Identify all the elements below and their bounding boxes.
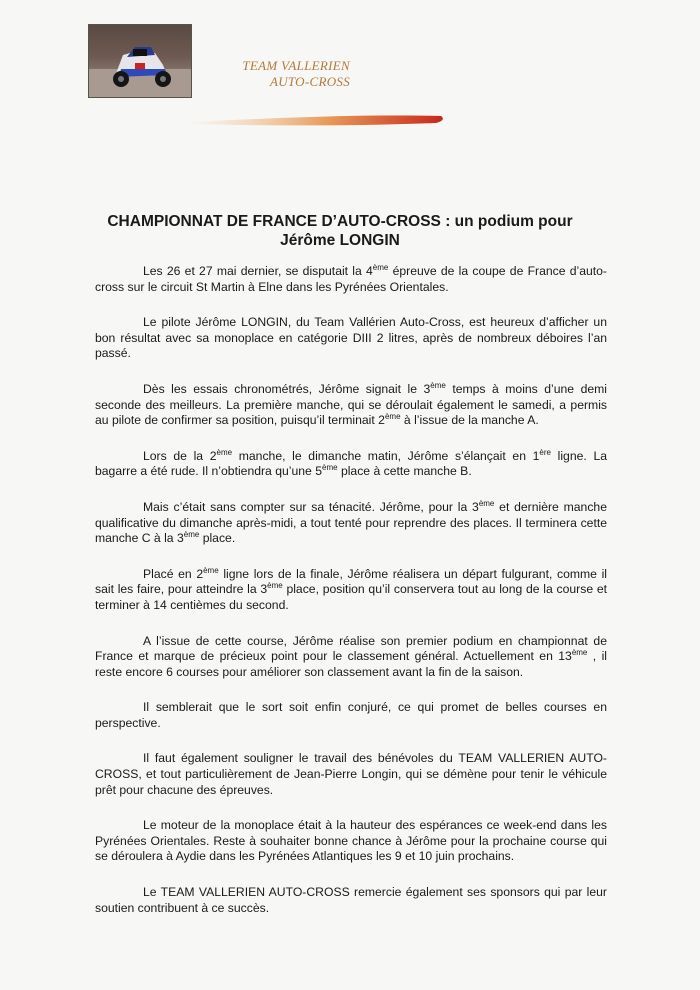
article-body [95,264,607,936]
decorative-swoosh [186,104,448,134]
paragraph: Il semblerait que le sort soit enfin conjuré, ce qui promet de belles courses en perspective. [95,700,607,730]
title-line2: Jérôme LONGIN [280,232,400,249]
paragraph: Mais c’était sans compter sur sa ténacité. Jérôme, pour la 3ème et dernière manche qualificative du dimanche après-midi, a tout tenté pour reprendre des places. Il terminera cette manche C à la 3ème place. [95,498,607,546]
paragraph: A l’issue de cette course, Jérôme réalise son premier podium en championnat de France et marque de précieux point pour le classement général. Actuellement en 13ème , il reste encore 6 courses pour améliorer son classement avant la fin de la saison. [95,633,607,679]
buggy-car-icon [89,25,191,97]
paragraph: Le pilote Jérôme LONGIN, du Team Vallérien Auto-Cross, est heureux d’afficher un bon résultat avec sa monoplace en catégorie DIII 2 litres, après de nombreux déboires l’an passé. [95,315,607,361]
race-car-photo [88,24,192,98]
paragraph: Le moteur de la monoplace était à la hauteur des espérances ce week-end dans les Pyrénées Orientales. Reste à souhaiter bonne chance à Jérôme pour la prochaine course qui se déroulera à Aydie dans les Pyrénées Atlantiques les 9 et 10 juin prochains. [95,818,607,864]
paragraph: Dès les essais chronométrés, Jérôme signait le 3ème temps à moins d’une demi seconde des meilleurs. La première manche, qui se déroulait également le samedi, a permis au pilote de confirmer sa position, puisqu’il terminait 2ème à l’issue de la manche A. [95,380,607,428]
team-name [200,58,350,90]
paragraph: Il faut également souligner le travail des bénévoles du TEAM VALLERIEN AUTO-CROSS, et tout particulièrement de Jean-Pierre Longin, qui se démène pour tenir le véhicule prêt pour chacune des épreuves. [95,751,607,797]
article-title [70,212,610,250]
team-name-line1: TEAM VALLERIEN [242,58,350,73]
team-name-line2: AUTO-CROSS [269,74,350,89]
letterhead [88,20,368,120]
paragraph: Le TEAM VALLERIEN AUTO-CROSS remercie également ses sponsors qui par leur soutien contribuent à ce succès. [95,885,607,915]
paragraph: Lors de la 2ème manche, le dimanche matin, Jérôme s’élançait en 1ère ligne. La bagarre a été rude. Il n’obtiendra qu’une 5ème place à cette manche B. [95,447,607,479]
paragraph: Les 26 et 27 mai dernier, se disputait la 4ème épreuve de la coupe de France d’auto-cross sur le circuit St Martin à Elne dans les Pyrénées Orientales. [95,262,607,294]
title-line1: CHAMPIONNAT DE FRANCE D’AUTO-CROSS : un podium pour [107,213,573,230]
paragraph: Placé en 2ème ligne lors de la finale, Jérôme réalisera un départ fulgurant, comme il sait les faire, pour atteindre la 3ème place, position qu’il conservera tout au long de la course et terminer à 14 centièmes du second. [95,565,607,612]
